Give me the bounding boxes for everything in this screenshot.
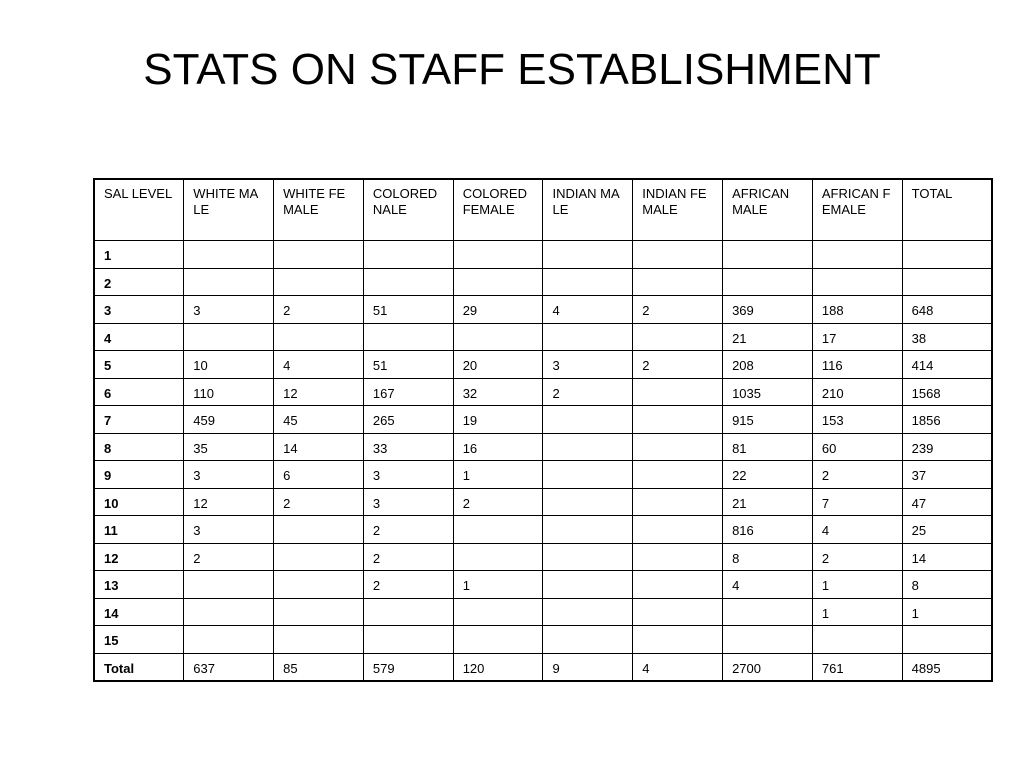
column-header: WHITE FEMALE (274, 179, 364, 241)
table-row (94, 268, 992, 296)
table-cell (723, 598, 813, 626)
table-cell: 1 (902, 598, 992, 626)
table-cell (633, 241, 723, 269)
column-header: COLORED FEMALE (453, 179, 543, 241)
salary-level-cell: 7 (94, 406, 184, 434)
table-cell (543, 598, 633, 626)
table-cell (633, 268, 723, 296)
table-cell: 12 (274, 378, 364, 406)
table-cell (274, 241, 364, 269)
table-cell: 153 (812, 406, 902, 434)
table-row (94, 433, 992, 461)
table-cell (184, 571, 274, 599)
table-cell (543, 461, 633, 489)
table-cell (453, 268, 543, 296)
table-cell: 1568 (902, 378, 992, 406)
salary-level-cell: 3 (94, 296, 184, 324)
table-cell (633, 323, 723, 351)
table-cell: 239 (902, 433, 992, 461)
salary-level-cell: 2 (94, 268, 184, 296)
column-header: TOTAL (902, 179, 992, 241)
table-cell: 816 (723, 516, 813, 544)
table-cell: 1 (812, 571, 902, 599)
salary-level-cell: 1 (94, 241, 184, 269)
table-cell: 3 (363, 461, 453, 489)
table-cell: 38 (902, 323, 992, 351)
table-cell (274, 323, 364, 351)
column-header: COLORED NALE (363, 179, 453, 241)
table-cell (363, 626, 453, 654)
table-row (94, 626, 992, 654)
table-cell: 414 (902, 351, 992, 379)
salary-level-cell: 14 (94, 598, 184, 626)
table-cell: 2 (633, 351, 723, 379)
table-cell: 12 (184, 488, 274, 516)
table-cell (543, 241, 633, 269)
table-cell: 2 (363, 571, 453, 599)
table-cell: 21 (723, 488, 813, 516)
table-cell (453, 323, 543, 351)
table-cell (274, 598, 364, 626)
table-cell (812, 626, 902, 654)
column-header: INDIAN MALE (543, 179, 633, 241)
table-cell (812, 241, 902, 269)
table-cell: 16 (453, 433, 543, 461)
table-cell: 2 (274, 296, 364, 324)
table-cell: 3 (184, 296, 274, 324)
table-cell: 579 (363, 653, 453, 681)
table-cell: 3 (543, 351, 633, 379)
table-cell: 22 (723, 461, 813, 489)
column-header: SAL LEVEL (94, 179, 184, 241)
table-cell (543, 323, 633, 351)
table-cell (274, 571, 364, 599)
table-cell: 210 (812, 378, 902, 406)
table-cell: 208 (723, 351, 813, 379)
table-cell: 14 (902, 543, 992, 571)
table-cell: 110 (184, 378, 274, 406)
table-cell (902, 268, 992, 296)
table-cell: 2 (184, 543, 274, 571)
table-cell (184, 323, 274, 351)
table-cell (543, 406, 633, 434)
table-cell: 459 (184, 406, 274, 434)
table-cell: 167 (363, 378, 453, 406)
table-cell (723, 626, 813, 654)
salary-level-cell: 10 (94, 488, 184, 516)
table-cell: 369 (723, 296, 813, 324)
table-cell (633, 488, 723, 516)
table-cell (902, 241, 992, 269)
column-header: AFRICAN FEMALE (812, 179, 902, 241)
table-cell: 4 (723, 571, 813, 599)
table-cell: 17 (812, 323, 902, 351)
table-cell: 6 (274, 461, 364, 489)
table-cell: 85 (274, 653, 364, 681)
table-cell (184, 268, 274, 296)
table-cell: 4 (543, 296, 633, 324)
salary-level-cell: 4 (94, 323, 184, 351)
table-cell: 761 (812, 653, 902, 681)
table-cell: 33 (363, 433, 453, 461)
table-cell (633, 461, 723, 489)
table-cell: 2 (812, 543, 902, 571)
table-cell: 29 (453, 296, 543, 324)
table-cell: 7 (812, 488, 902, 516)
table-cell: 265 (363, 406, 453, 434)
table-cell: 8 (723, 543, 813, 571)
salary-level-cell: 5 (94, 351, 184, 379)
table-cell (633, 433, 723, 461)
table-cell (184, 626, 274, 654)
table-row (94, 543, 992, 571)
table-cell: 1 (453, 571, 543, 599)
table-row (94, 378, 992, 406)
table-cell: 32 (453, 378, 543, 406)
table-cell: 9 (543, 653, 633, 681)
table-cell: 47 (902, 488, 992, 516)
table-row (94, 406, 992, 434)
table-cell (723, 268, 813, 296)
page-title: STATS ON STAFF ESTABLISHMENT (143, 45, 881, 94)
table-cell: 35 (184, 433, 274, 461)
table-cell: 20 (453, 351, 543, 379)
column-header: AFRICAN MALE (723, 179, 813, 241)
table-cell: 4 (274, 351, 364, 379)
table-cell: 2 (543, 378, 633, 406)
table-row (94, 571, 992, 599)
staff-establishment-table (93, 178, 993, 682)
table-cell (274, 516, 364, 544)
table-cell: 1856 (902, 406, 992, 434)
table-cell: 648 (902, 296, 992, 324)
table-cell (633, 571, 723, 599)
table-cell: 10 (184, 351, 274, 379)
table-cell (633, 543, 723, 571)
table-cell: 3 (184, 516, 274, 544)
table-cell (363, 268, 453, 296)
table-cell (543, 543, 633, 571)
table-cell (543, 571, 633, 599)
table-body (94, 241, 992, 682)
table-header-row (94, 179, 992, 241)
table-cell: 45 (274, 406, 364, 434)
salary-level-cell: Total (94, 653, 184, 681)
table-cell: 1 (812, 598, 902, 626)
table-cell (543, 433, 633, 461)
table-cell (274, 626, 364, 654)
table-row (94, 488, 992, 516)
table-cell (453, 626, 543, 654)
table-cell (274, 268, 364, 296)
table-cell: 8 (902, 571, 992, 599)
salary-level-cell: 8 (94, 433, 184, 461)
table-cell: 1035 (723, 378, 813, 406)
table-cell (184, 598, 274, 626)
salary-level-cell: 6 (94, 378, 184, 406)
table-cell (633, 598, 723, 626)
table-cell: 2700 (723, 653, 813, 681)
table-cell: 4 (633, 653, 723, 681)
table-cell (453, 598, 543, 626)
table-cell: 1 (453, 461, 543, 489)
table-header (94, 179, 992, 241)
table-cell (633, 378, 723, 406)
column-header: INDIAN FEMALE (633, 179, 723, 241)
table-cell (453, 241, 543, 269)
table-cell (453, 516, 543, 544)
table-cell: 51 (363, 296, 453, 324)
table-cell (363, 241, 453, 269)
table-cell: 188 (812, 296, 902, 324)
table-cell: 2 (812, 461, 902, 489)
table-cell (633, 406, 723, 434)
table-cell: 2 (633, 296, 723, 324)
salary-level-cell: 11 (94, 516, 184, 544)
table-cell (543, 626, 633, 654)
table-row (94, 296, 992, 324)
table-cell (723, 241, 813, 269)
table-cell: 2 (274, 488, 364, 516)
table-cell: 2 (363, 516, 453, 544)
table-row (94, 461, 992, 489)
table-cell: 60 (812, 433, 902, 461)
table-cell: 19 (453, 406, 543, 434)
table-cell: 2 (363, 543, 453, 571)
table-row (94, 323, 992, 351)
table-cell (633, 626, 723, 654)
table-cell: 3 (184, 461, 274, 489)
table-cell: 14 (274, 433, 364, 461)
table-cell: 4 (812, 516, 902, 544)
table-cell: 2 (453, 488, 543, 516)
table-cell: 37 (902, 461, 992, 489)
table-cell (184, 241, 274, 269)
table-cell: 4895 (902, 653, 992, 681)
table-cell (633, 516, 723, 544)
table-row (94, 351, 992, 379)
table-cell (543, 516, 633, 544)
table-cell: 81 (723, 433, 813, 461)
table-cell (902, 626, 992, 654)
table-cell: 3 (363, 488, 453, 516)
table-cell: 51 (363, 351, 453, 379)
table-cell: 637 (184, 653, 274, 681)
table-row (94, 516, 992, 544)
salary-level-cell: 13 (94, 571, 184, 599)
table-cell (363, 598, 453, 626)
column-header: WHITE MALE (184, 179, 274, 241)
salary-level-cell: 15 (94, 626, 184, 654)
staff-table-container (93, 178, 993, 682)
table-cell: 21 (723, 323, 813, 351)
salary-level-cell: 9 (94, 461, 184, 489)
table-row (94, 598, 992, 626)
table-cell: 915 (723, 406, 813, 434)
table-cell (453, 543, 543, 571)
table-row (94, 653, 992, 681)
table-cell (363, 323, 453, 351)
table-row (94, 241, 992, 269)
table-cell (812, 268, 902, 296)
table-cell: 116 (812, 351, 902, 379)
table-cell (543, 488, 633, 516)
salary-level-cell: 12 (94, 543, 184, 571)
table-cell: 120 (453, 653, 543, 681)
table-cell (274, 543, 364, 571)
table-cell: 25 (902, 516, 992, 544)
table-cell (543, 268, 633, 296)
